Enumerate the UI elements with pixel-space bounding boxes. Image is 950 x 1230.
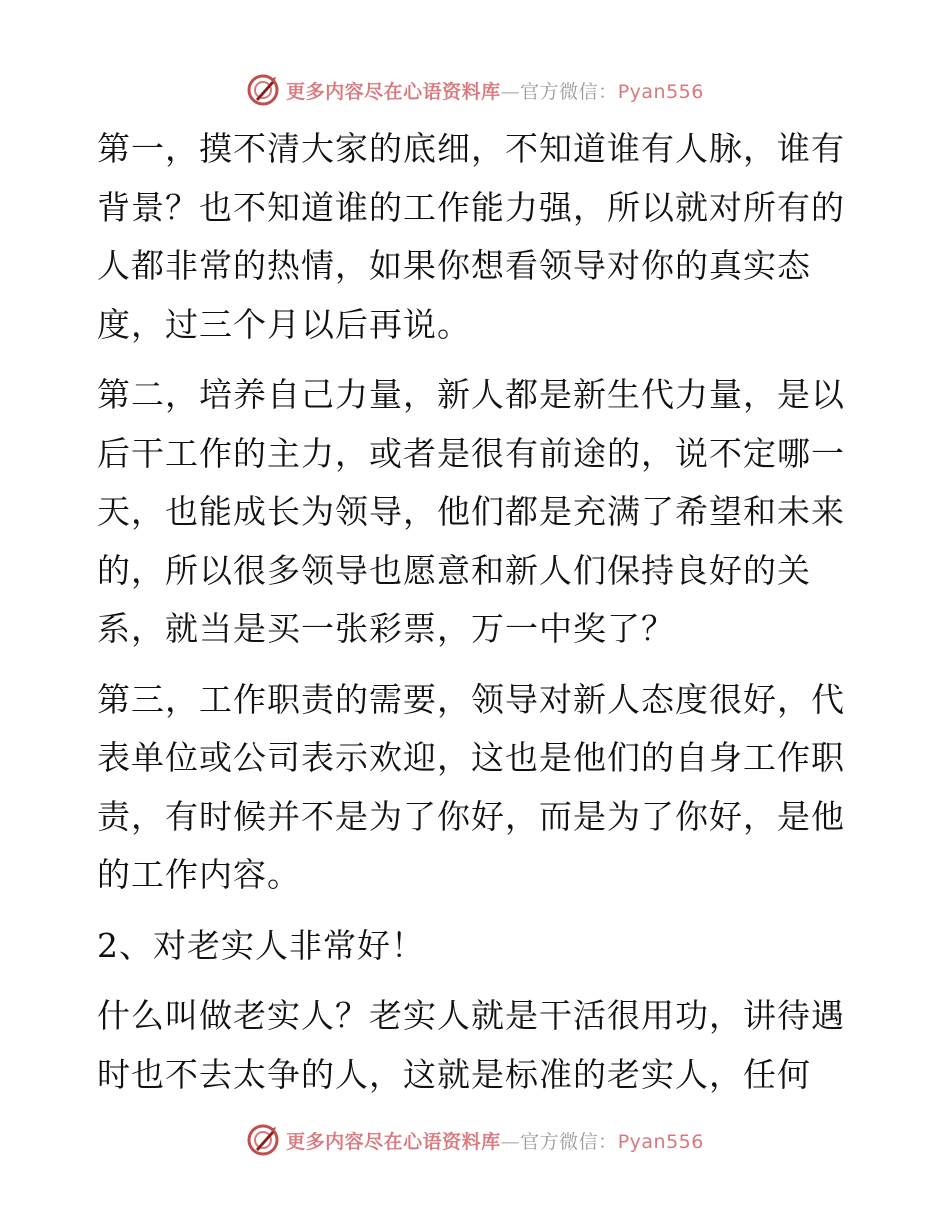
watermark-separator: — [500, 1130, 521, 1153]
watermark-brand: 更多内容尽在心语资料库 [286, 1130, 501, 1153]
brand-logo-icon [246, 1123, 280, 1157]
footer-watermark [0, 1120, 950, 1160]
watermark-text [286, 1127, 704, 1154]
watermark-separator: — [500, 80, 521, 103]
watermark-label: 官方微信： [520, 1130, 618, 1153]
paragraph-honest-people: 什么叫做老实人？老实人就是干活很用功，讲待遇时也不去太争的人，这就是标准的老实人，任何 [97, 996, 845, 1094]
document-body [97, 120, 857, 1116]
watermark-wechat-id: Pyan556 [617, 80, 704, 103]
paragraph-reason-two: 第二，培养自己力量，新人都是新生代力量，是以后干工作的主力，或者是很有前途的，说不定哪一天，也能成长为领导，他们都是充满了希望和未来的，所以很多领导也愿意和新人们保持良好的关系，就当是买一张彩票，万一中奖了？ [97, 375, 845, 648]
paragraph-reason-three: 第三，工作职责的需要，领导对新人态度很好，代表单位或公司表示欢迎，这也是他们的自身工作职责，有时候并不是为了你好，而是为了你好，是他的工作内容。 [97, 679, 845, 894]
watermark-brand: 更多内容尽在心语资料库 [286, 80, 501, 103]
section-heading-two: 2、对老实人非常好！ [97, 925, 425, 965]
watermark-wechat-id: Pyan556 [617, 1130, 704, 1153]
watermark-text [286, 77, 704, 104]
paragraph-reason-one: 第一，摸不清大家的底细，不知道谁有人脉，谁有背景？也不知道谁的工作能力强，所以就对所有的人都非常的热情，如果你想看领导对你的真实态度，过三个月以后再说。 [97, 129, 845, 344]
brand-logo-icon [246, 73, 280, 107]
watermark-label: 官方微信： [520, 80, 618, 103]
header-watermark [0, 70, 950, 110]
